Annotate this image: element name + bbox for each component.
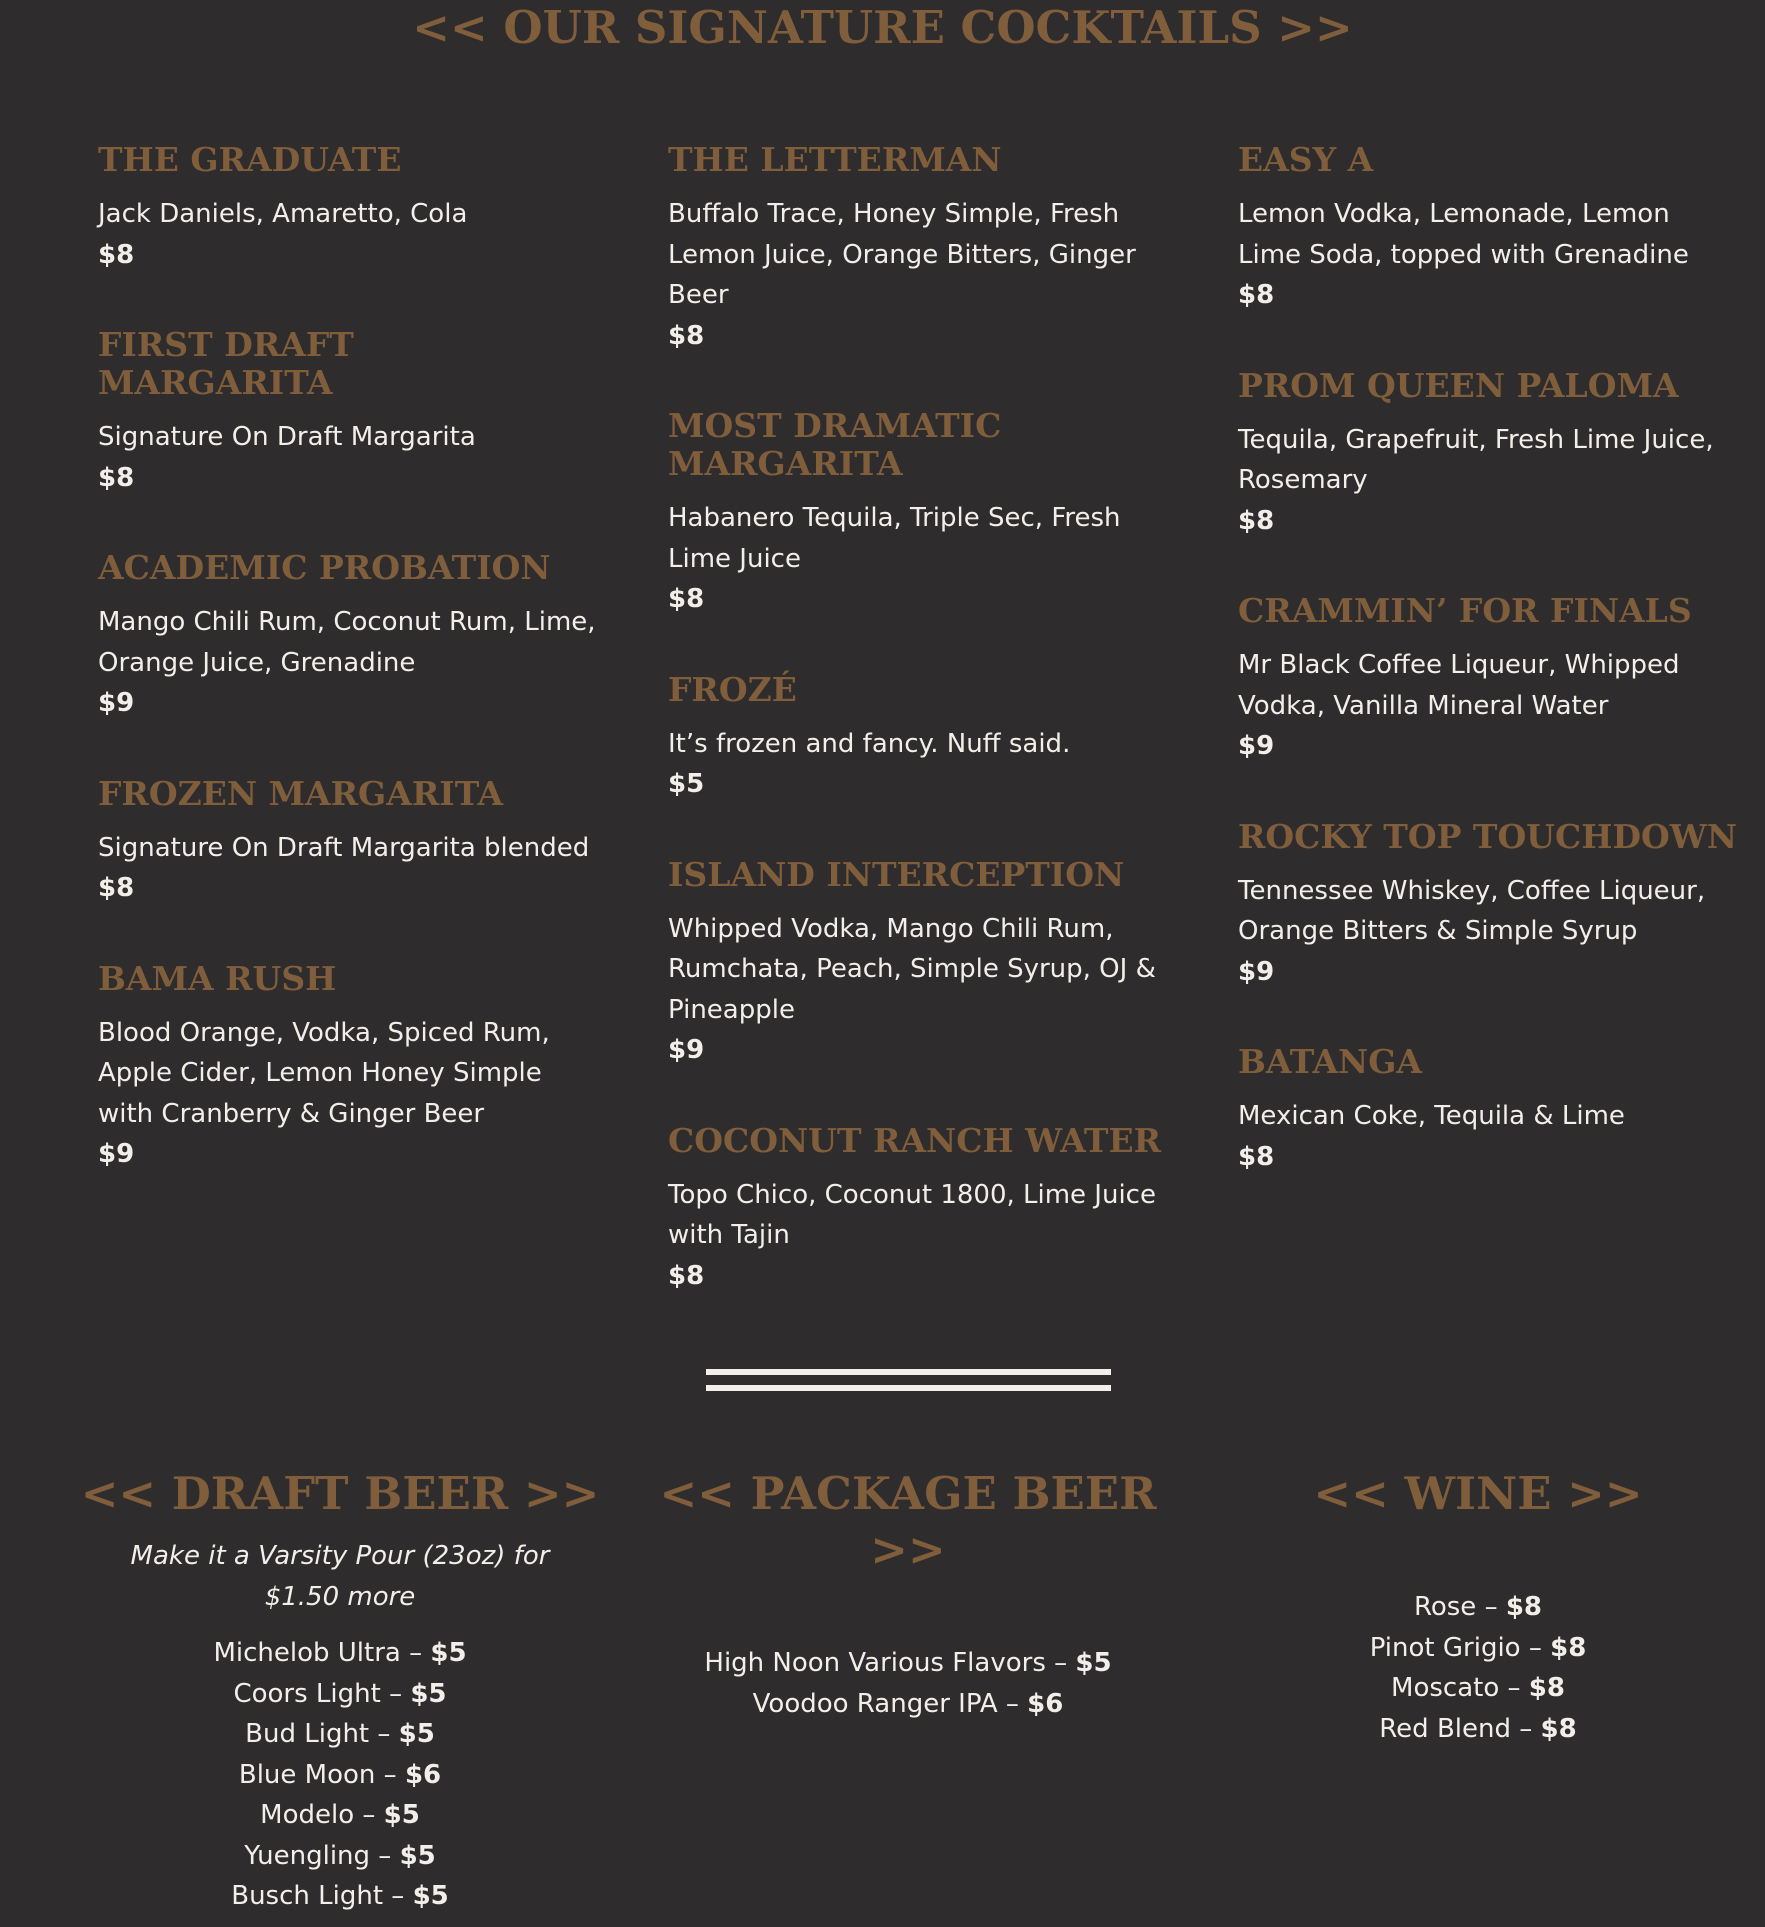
draft-beer-title: << DRAFT BEER >> bbox=[80, 1467, 600, 1520]
item-name: Busch Light – bbox=[231, 1881, 413, 1911]
cocktail-item bbox=[668, 407, 1168, 620]
cocktail-column-3 bbox=[1238, 141, 1738, 1228]
item-name: Rose – bbox=[1413, 1592, 1506, 1622]
item-price: $8 bbox=[1505, 1592, 1543, 1622]
varsity-pour-note: Make it a Varsity Pour (23oz) for $1.50 more bbox=[130, 1541, 550, 1612]
cocktail-item bbox=[668, 671, 1168, 805]
cocktail-price: $8 bbox=[1238, 280, 1275, 310]
list-item bbox=[80, 1876, 600, 1917]
cocktail-description: Mango Chili Rum, Coconut Rum, Lime, Orange Juice, Grenadine bbox=[98, 607, 596, 678]
item-price: $5 bbox=[383, 1800, 420, 1830]
cocktail-price: $9 bbox=[98, 1139, 135, 1169]
package-beer-title: << PACKAGE BEER >> bbox=[659, 1467, 1157, 1576]
item-name: Voodoo Ranger IPA – bbox=[752, 1688, 1028, 1719]
cocktail-name: EASY A bbox=[1238, 140, 1374, 179]
draft-beer-section bbox=[80, 1466, 600, 1917]
cocktail-description: Mr Black Coffee Liqueur, Whipped Vodka, Vanilla Mineral Water bbox=[1238, 650, 1680, 721]
cocktail-item bbox=[98, 775, 598, 909]
item-name: Bud Light – bbox=[245, 1719, 399, 1749]
cocktail-description: Tennessee Whiskey, Coffee Liqueur, Orange Bitters & Simple Syrup bbox=[1238, 875, 1706, 946]
list-item bbox=[1218, 1587, 1738, 1628]
item-name: Moscato – bbox=[1391, 1673, 1529, 1703]
cocktail-price: $8 bbox=[668, 1260, 705, 1291]
item-name: Michelob Ultra – bbox=[213, 1638, 431, 1668]
item-name: Red Blend – bbox=[1379, 1713, 1541, 1744]
page-title: << OUR SIGNATURE COCKTAILS >> bbox=[412, 1, 1353, 54]
cocktail-price: $8 bbox=[1238, 505, 1275, 536]
cocktail-item bbox=[1238, 141, 1738, 316]
item-price: $5 bbox=[410, 1678, 447, 1709]
list-item bbox=[80, 1674, 600, 1715]
cocktail-name: CRAMMIN’ FOR FINALS bbox=[1238, 591, 1692, 630]
item-price: $5 bbox=[399, 1840, 436, 1871]
cocktail-price: $5 bbox=[668, 769, 705, 799]
item-name: Pinot Grigio – bbox=[1369, 1632, 1551, 1663]
cocktail-item bbox=[1238, 367, 1738, 542]
list-item bbox=[1218, 1668, 1738, 1709]
cocktail-name: BAMA RUSH bbox=[98, 958, 337, 998]
list-item bbox=[1218, 1628, 1738, 1669]
item-name: Modelo – bbox=[260, 1800, 384, 1830]
section-divider bbox=[706, 1369, 1111, 1391]
cocktail-item bbox=[98, 549, 598, 724]
list-item bbox=[80, 1755, 600, 1796]
package-beer-section bbox=[648, 1466, 1168, 1724]
cocktail-price: $8 bbox=[98, 239, 135, 270]
item-name: Blue Moon – bbox=[238, 1759, 405, 1790]
item-price: $8 bbox=[1540, 1713, 1577, 1744]
item-price: $5 bbox=[430, 1638, 467, 1668]
cocktail-item bbox=[1238, 1043, 1738, 1177]
cocktail-item bbox=[98, 141, 598, 275]
cocktail-price: $8 bbox=[98, 873, 135, 903]
list-item bbox=[80, 1795, 600, 1836]
cocktail-column-2 bbox=[668, 141, 1168, 1347]
cocktail-name: PROM QUEEN PALOMA bbox=[1238, 365, 1679, 405]
cocktail-description: It’s frozen and fancy. Nuff said. bbox=[668, 728, 1071, 759]
cocktail-name: FROZÉ bbox=[668, 669, 797, 709]
cocktail-item bbox=[98, 326, 598, 498]
cocktail-name: ROCKY TOP TOUCHDOWN bbox=[1238, 816, 1737, 856]
cocktail-name: FIRST DRAFT MARGARITA bbox=[98, 325, 354, 402]
cocktail-description: Signature On Draft Margarita bbox=[98, 422, 476, 452]
divider-line bbox=[706, 1369, 1111, 1375]
cocktail-description: Tequila, Grapefruit, Fresh Lime Juice, Rosemary bbox=[1238, 424, 1714, 495]
list-item bbox=[80, 1836, 600, 1877]
cocktail-price: $8 bbox=[1238, 1141, 1275, 1172]
cocktail-item bbox=[668, 141, 1168, 356]
item-price: $8 bbox=[1550, 1632, 1587, 1663]
cocktail-price: $9 bbox=[1238, 731, 1275, 761]
cocktail-item bbox=[1238, 592, 1738, 767]
item-price: $6 bbox=[1027, 1688, 1064, 1719]
item-price: $6 bbox=[404, 1759, 442, 1790]
list-item bbox=[648, 1684, 1168, 1725]
cocktail-name: COCONUT RANCH WATER bbox=[668, 1120, 1162, 1160]
cocktail-name: THE GRADUATE bbox=[98, 140, 402, 179]
cocktail-name: ISLAND INTERCEPTION bbox=[668, 854, 1125, 894]
cocktail-name: BATANGA bbox=[1238, 1042, 1422, 1081]
cocktail-name: ACADEMIC PROBATION bbox=[98, 548, 551, 587]
list-item bbox=[80, 1714, 600, 1755]
cocktail-item bbox=[98, 960, 598, 1175]
item-price: $5 bbox=[412, 1881, 449, 1911]
cocktail-price: $8 bbox=[98, 462, 135, 493]
cocktail-item bbox=[668, 1122, 1168, 1297]
divider-line bbox=[706, 1385, 1111, 1391]
cocktail-name: MOST DRAMATIC MARGARITA bbox=[668, 406, 1002, 483]
wine-section bbox=[1218, 1466, 1738, 1749]
cocktail-description: Mexican Coke, Tequila & Lime bbox=[1238, 1101, 1625, 1131]
item-name: Coors Light – bbox=[233, 1678, 411, 1709]
cocktail-price: $9 bbox=[668, 1035, 705, 1065]
item-name: Yuengling – bbox=[244, 1840, 400, 1871]
list-item bbox=[1218, 1709, 1738, 1750]
cocktail-description: Lemon Vodka, Lemonade, Lemon Lime Soda, topped with Grenadine bbox=[1238, 199, 1689, 270]
cocktail-name: THE LETTERMAN bbox=[668, 140, 1002, 179]
cocktail-description: Buffalo Trace, Honey Simple, Fresh Lemon Juice, Orange Bitters, Ginger Beer bbox=[668, 199, 1136, 310]
cocktail-description: Jack Daniels, Amaretto, Cola bbox=[98, 199, 468, 229]
cocktail-price: $8 bbox=[668, 320, 705, 351]
item-price: $5 bbox=[398, 1719, 435, 1749]
cocktail-price: $9 bbox=[98, 688, 135, 718]
cocktail-description: Habanero Tequila, Triple Sec, Fresh Lime Juice bbox=[668, 503, 1121, 574]
cocktail-price: $8 bbox=[668, 584, 705, 614]
cocktail-name: FROZEN MARGARITA bbox=[98, 773, 504, 813]
cocktail-price: $9 bbox=[1238, 956, 1275, 987]
wine-title: << WINE >> bbox=[1313, 1467, 1643, 1520]
list-item bbox=[648, 1643, 1168, 1684]
item-price: $5 bbox=[1075, 1648, 1112, 1678]
item-name: High Noon Various Flavors – bbox=[704, 1648, 1076, 1678]
cocktail-column-1 bbox=[98, 141, 598, 1226]
cocktail-description: Signature On Draft Margarita blended bbox=[98, 832, 590, 863]
cocktail-description: Topo Chico, Coconut 1800, Lime Juice with Tajin bbox=[668, 1179, 1156, 1250]
item-price: $8 bbox=[1528, 1673, 1565, 1703]
cocktail-description: Whipped Vodka, Mango Chili Rum, Rumchata, Peach, Simple Syrup, OJ & Pineapple bbox=[668, 913, 1156, 1025]
list-item bbox=[80, 1633, 600, 1674]
cocktail-item bbox=[1238, 818, 1738, 993]
cocktail-item bbox=[668, 856, 1168, 1071]
cocktail-description: Blood Orange, Vodka, Spiced Rum, Apple Cider, Lemon Honey Simple with Cranberry & Ginger Beer bbox=[98, 1017, 550, 1129]
